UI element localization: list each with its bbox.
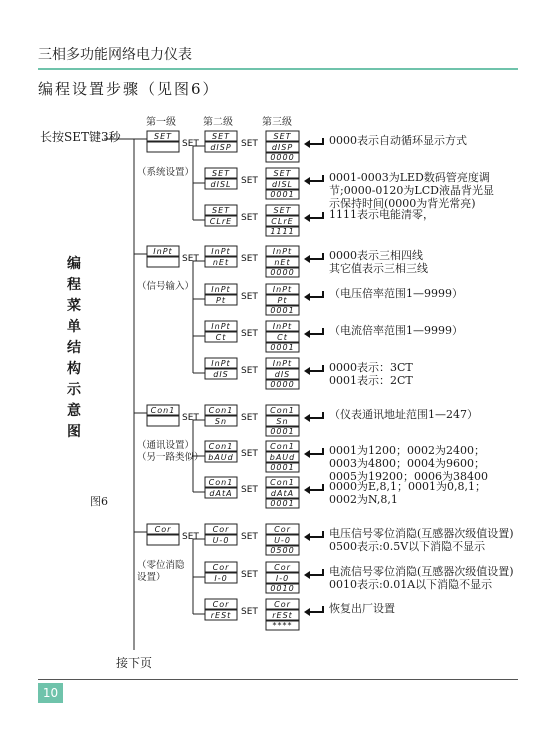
level-3-display: [266, 477, 299, 508]
lcd-text: dISL: [272, 180, 293, 189]
level-3-display: [266, 246, 299, 277]
level-1-display: [147, 405, 179, 426]
lcd-text: 0001: [270, 306, 295, 315]
lcd-text: SET: [211, 132, 231, 141]
level-2-display: [205, 246, 237, 267]
option-description: 0010表示:0.01A以下消隐不显示: [329, 578, 493, 591]
option-description: （电压倍率范围1—9999）: [329, 287, 463, 300]
lcd-text: Pt: [216, 296, 226, 305]
lcd-text: dIS: [213, 370, 229, 379]
lcd-text: SET: [273, 206, 292, 215]
group-caption: （另一路类似）: [137, 452, 204, 463]
header-title: 三相多功能网络电力仪表: [38, 47, 192, 63]
lcd-text: U-0: [274, 536, 291, 545]
lcd-text: Pt: [277, 296, 288, 305]
enter-arrow-icon: [304, 448, 323, 458]
enter-arrow-icon: [304, 484, 323, 494]
level-2-display: [205, 477, 237, 498]
lcd-text: dIS: [274, 370, 291, 379]
lcd-text: I-0: [275, 574, 290, 583]
level-2-display: [205, 131, 237, 152]
lcd-text: Cor: [274, 563, 291, 572]
start-instruction: 长按SET键3秒: [40, 130, 121, 144]
lcd-text: ****: [272, 621, 293, 630]
level-3-display: [266, 131, 299, 162]
section-title: 编程设置步骤（见图6）: [38, 80, 220, 98]
group-caption: 设置）: [137, 572, 166, 583]
option-description: 0001-0003为LED数码管亮度调: [329, 171, 490, 184]
option-description: 0000表示：3CT: [329, 361, 413, 374]
option-description: 电流信号零位消隐(互感器次级值设置): [329, 565, 514, 578]
lcd-text: Con1: [270, 442, 295, 451]
level-3-label: 第三级: [262, 117, 292, 128]
lcd-text: InPt: [272, 359, 293, 368]
set-label: SET: [241, 366, 258, 376]
lcd-text: dAtA: [209, 489, 233, 498]
level-3-display: [266, 524, 299, 555]
lcd-text: CLrE: [209, 217, 233, 226]
lcd-text: 0001: [270, 190, 295, 199]
enter-arrow-icon: [304, 531, 323, 541]
set-label: SET: [241, 607, 258, 617]
enter-arrow-icon: [304, 212, 323, 222]
lcd-text: Ct: [215, 333, 227, 342]
lcd-cell: [147, 142, 179, 152]
lcd-text: 1111: [270, 227, 295, 236]
lcd-text: 0000: [270, 153, 295, 162]
lcd-text: dISP: [271, 143, 294, 152]
set-label: SET: [241, 485, 258, 495]
lcd-text: Con1: [208, 442, 234, 451]
lcd-text: Con1: [270, 478, 295, 487]
option-description: 0500表示:0.5V以下消隐不显示: [329, 540, 486, 553]
level-3-display: [266, 205, 299, 236]
level-1-display: [147, 246, 179, 267]
set-label: SET: [182, 254, 199, 264]
lcd-text: 0001: [270, 463, 295, 472]
lcd-text: dISP: [210, 143, 232, 152]
lcd-text: SET: [153, 132, 173, 141]
figure-label: 图6: [90, 495, 108, 508]
set-label: SET: [182, 413, 199, 423]
enter-arrow-icon: [304, 175, 323, 185]
enter-arrow-icon: [304, 291, 323, 301]
lcd-text: SET: [211, 169, 231, 178]
option-description: 其它值表示三相三线: [329, 262, 428, 275]
option-description: 0003为4800；0004为9600；: [329, 457, 485, 470]
level-3-display: [266, 441, 299, 472]
lcd-text: bAUd: [269, 453, 296, 462]
lcd-text: Cor: [212, 600, 230, 609]
level-2-display: [205, 205, 237, 226]
level-2-display: [205, 524, 237, 545]
level-3-display: [266, 405, 299, 436]
enter-arrow-icon: [304, 365, 323, 375]
option-description: 0000表示自动循环显示方式: [329, 134, 467, 147]
option-description: 节;0000-0120为LCD液晶背光显: [329, 184, 494, 197]
enter-arrow-icon: [304, 606, 323, 616]
set-label: SET: [241, 176, 258, 186]
set-label: SET: [241, 254, 258, 264]
option-description: 示保持时间(0000为背光常亮): [329, 197, 476, 210]
vertical-caption: 编程菜单结构示意图: [67, 256, 81, 440]
set-label: SET: [182, 532, 199, 542]
lcd-text: InPt: [211, 247, 231, 256]
lcd-text: Sn: [276, 417, 289, 426]
lcd-text: 0001: [270, 343, 295, 352]
level-1-display: [147, 524, 179, 545]
option-description: 电压信号零位消隐(互感器次级值设置): [329, 527, 514, 540]
lcd-text: InPt: [153, 247, 173, 256]
lcd-cell: [147, 416, 179, 426]
lcd-text: InPt: [272, 247, 293, 256]
lcd-text: Cor: [154, 525, 172, 534]
set-label: SET: [241, 139, 258, 149]
option-description: 0000为E,8,1；0001为0,8,1；: [329, 480, 486, 493]
set-label: SET: [241, 570, 258, 580]
group-caption: （通讯设置）: [137, 440, 195, 451]
lcd-text: InPt: [272, 322, 293, 331]
option-description: 0001表示：2CT: [329, 374, 413, 387]
option-description: 0001为1200；0002为2400；: [329, 444, 485, 457]
set-label: SET: [182, 139, 199, 149]
level-1-display: [147, 131, 179, 152]
lcd-text: 0001: [270, 499, 295, 508]
option-description: （电流倍率范围1—9999）: [329, 324, 463, 337]
lcd-text: Cor: [212, 563, 230, 572]
page-number: 10: [38, 683, 63, 703]
enter-arrow-icon: [304, 138, 323, 148]
option-description: 恢复出厂设置: [329, 602, 395, 615]
level-2-display: [205, 358, 237, 379]
level-3-display: [266, 599, 299, 630]
level-3-display: [266, 562, 299, 593]
continue-label: 接下页: [116, 656, 153, 670]
lcd-text: 0001: [270, 427, 295, 436]
level-3-display: [266, 168, 299, 199]
lcd-text: 0000: [270, 268, 295, 277]
enter-arrow-icon: [304, 328, 323, 338]
lcd-text: nEt: [274, 258, 291, 267]
lcd-text: bAUd: [208, 453, 234, 462]
lcd-text: rESt: [272, 611, 293, 620]
lcd-text: Con1: [208, 478, 234, 487]
option-description: 1111表示电能清零，: [329, 208, 434, 221]
lcd-text: Cor: [212, 525, 230, 534]
lcd-text: Cor: [274, 600, 291, 609]
level-2-display: [205, 441, 237, 462]
set-label: SET: [241, 413, 258, 423]
enter-arrow-icon: [304, 569, 323, 579]
lcd-text: CLrE: [271, 217, 294, 226]
level-2-display: [205, 321, 237, 342]
lcd-text: 0010: [270, 584, 295, 593]
group-caption: （系统设置）: [137, 167, 195, 178]
set-label: SET: [241, 532, 258, 542]
lcd-text: dISL: [210, 180, 232, 189]
footer-rule: [38, 679, 518, 680]
group-caption: （零位消隐: [137, 560, 185, 571]
level-3-display: [266, 358, 299, 389]
lcd-text: Cor: [274, 525, 291, 534]
option-description: 0000表示三相四线: [329, 249, 423, 262]
set-label: SET: [241, 213, 258, 223]
lcd-text: InPt: [211, 322, 231, 331]
option-description: （仪表通讯地址范围1—247）: [329, 408, 478, 421]
level-2-label: 第二级: [203, 117, 233, 128]
level-2-display: [205, 562, 237, 583]
set-label: SET: [241, 329, 258, 339]
lcd-text: 0500: [270, 546, 295, 555]
lcd-text: InPt: [211, 285, 231, 294]
level-2-display: [205, 284, 237, 305]
lcd-text: I-0: [214, 574, 228, 583]
lcd-text: rESt: [210, 611, 232, 620]
lcd-text: Con1: [270, 406, 295, 415]
lcd-text: dAtA: [270, 489, 295, 498]
lcd-text: Sn: [214, 417, 228, 426]
lcd-text: SET: [211, 206, 231, 215]
level-3-display: [266, 321, 299, 352]
lcd-text: 0000: [270, 380, 295, 389]
set-label: SET: [241, 292, 258, 302]
level-1-label: 第一级: [146, 117, 176, 128]
level-2-display: [205, 405, 237, 426]
lcd-cell: [147, 257, 179, 267]
level-2-display: [205, 168, 237, 189]
level-3-display: [266, 284, 299, 315]
enter-arrow-icon: [304, 412, 323, 422]
set-label: SET: [241, 449, 258, 459]
lcd-text: Con1: [150, 406, 176, 415]
lcd-text: SET: [273, 132, 292, 141]
level-2-display: [205, 599, 237, 620]
lcd-text: nEt: [212, 258, 230, 267]
lcd-text: Ct: [277, 333, 288, 342]
option-description: 0005为19200；0006为38400: [329, 470, 488, 483]
lcd-text: U-0: [212, 536, 230, 545]
lcd-text: InPt: [272, 285, 293, 294]
group-caption: （信号输入）: [137, 281, 195, 292]
lcd-text: SET: [273, 169, 292, 178]
lcd-text: Con1: [208, 406, 234, 415]
option-description: 0002为N,8,1: [329, 493, 398, 506]
enter-arrow-icon: [304, 253, 323, 263]
lcd-cell: [147, 535, 179, 545]
lcd-text: InPt: [211, 359, 231, 368]
